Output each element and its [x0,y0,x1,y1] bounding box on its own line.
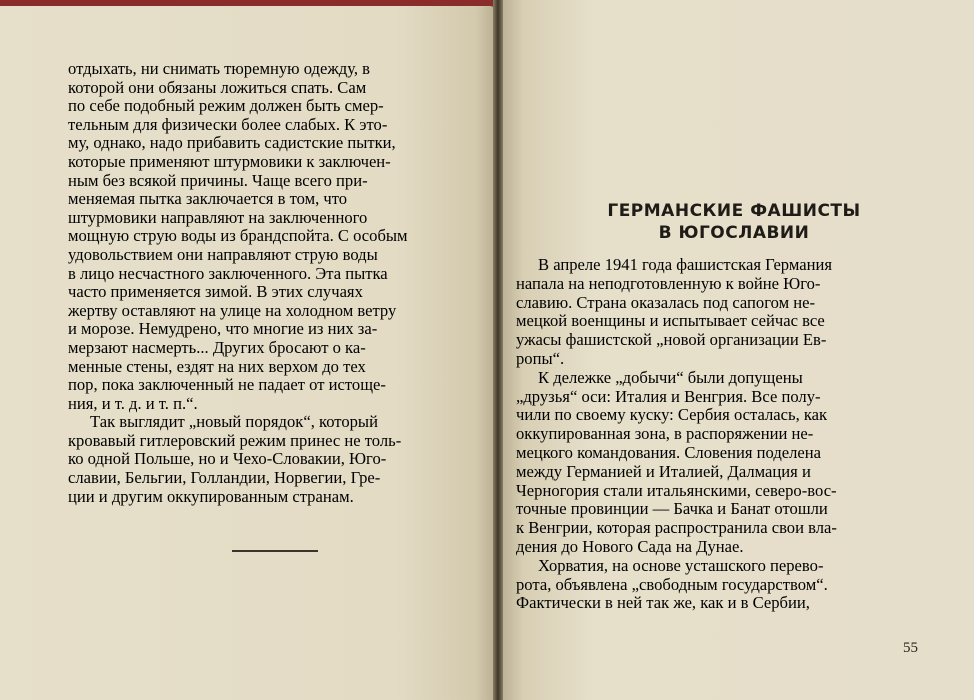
text-line: меняемая пытка заключается в том, что [68,189,348,209]
text-line: которой они обязаны ложиться спать. Сам [68,77,367,97]
text-line: мецкого командования. Словения поделена [516,442,822,462]
text-line: удовольствием они направляют струю воды [68,244,378,264]
right-page-text [516,256,934,613]
text-line: рота, объявлена „свободным государством“. [516,574,828,594]
text-line: отдыхать, ни снимать тюремную одежду, в [68,59,370,78]
text-line: Так выглядит „новый порядок“, который [90,412,378,432]
text-line: тельным для физически более слабых. К это- [68,114,388,134]
text-line: ужасы фашистской „новой организации Ев- [516,330,827,350]
text-line: к Венгрии, которая распространила свои вла- [516,518,837,538]
text-line: и морозе. Немудрено, что многие из них за- [68,319,378,339]
left-paragraph-1 [68,60,480,413]
text-line: менные стены, ездят на них верхом до тех [68,356,366,376]
right-paragraph-3 [516,557,934,613]
text-line: ным без всякой причины. Чаще всего при- [68,170,368,190]
text-line: „друзья“ оси: Италия и Венгрия. Все полу- [516,386,821,406]
left-paragraph-2 [68,413,480,506]
text-line: ния, и т. д. и т. п.“. [68,393,198,413]
chapter-title-line-1: ГЕРМАНСКИЕ ФАШИСТЫ [607,201,861,221]
text-line: мерзают насмерть... Других бросают о ка- [68,337,366,357]
chapter-title [520,200,948,244]
text-line: Черногория стали итальянскими, северо-вос- [516,480,837,500]
text-line: му, однако, надо прибавить садистские пытки, [68,133,396,153]
text-line: Фактически в ней так же, как и в Сербии, [516,593,810,613]
text-line: часто применяется зимой. В этих случаях [68,282,363,302]
text-line: точные провинции — Бачка и Банат отошли [516,499,828,519]
text-line: В апреле 1941 года фашистская Германия [538,255,833,274]
right-paragraph-1 [516,256,934,369]
text-line: между Германией и Италией, Далмация и [516,461,811,481]
page-number: 55 [903,640,918,656]
text-line: кровавый гитлеровский режим принес не толь- [68,430,402,450]
text-line: славию. Страна оказалась под сапогом не- [516,292,816,312]
chapter-title-line-2: В ЮГОСЛАВИИ [658,223,810,243]
text-line: славии, Бельгии, Голландии, Норвегии, Гре- [68,468,381,488]
text-line: К дележке „добычи“ были допущены [538,367,803,387]
text-line: ропы“. [516,348,565,368]
text-line: дения до Нового Сада на Дунае. [516,536,744,556]
right-paragraph-2 [516,369,934,557]
text-line: жертву оставляют на улице на холодном ветру [68,300,397,320]
text-line: по себе подобный режим должен быть смер- [68,96,384,116]
text-line: которые применяют штурмовики к заключен- [68,151,391,171]
section-divider [232,550,318,552]
text-line: ко одной Польше, но и Чехо-Словакии, Юго- [68,449,387,469]
text-line: Хорватия, на основе усташского перево- [538,555,824,575]
text-line: мощную струю воды из брандспойта. С особым [68,226,408,246]
text-line: штурмовики направляют на заключенного [68,207,368,227]
text-line: чили по своему куску: Сербия осталась, как [516,405,828,425]
book-gutter [493,0,503,700]
left-page-text [68,60,480,506]
text-line: оккупированная зона, в распоряжении не- [516,424,814,444]
text-line: мецкой военщины и испытывает сейчас все [516,311,825,331]
text-line: пор, пока заключенный не падает от истоще- [68,375,386,395]
text-line: в лицо несчастного заключенного. Эта пытка [68,263,388,283]
text-line: ции и другим оккупированным странам. [68,486,354,506]
text-line: напала на неподготовленную к войне Юго- [516,273,821,293]
